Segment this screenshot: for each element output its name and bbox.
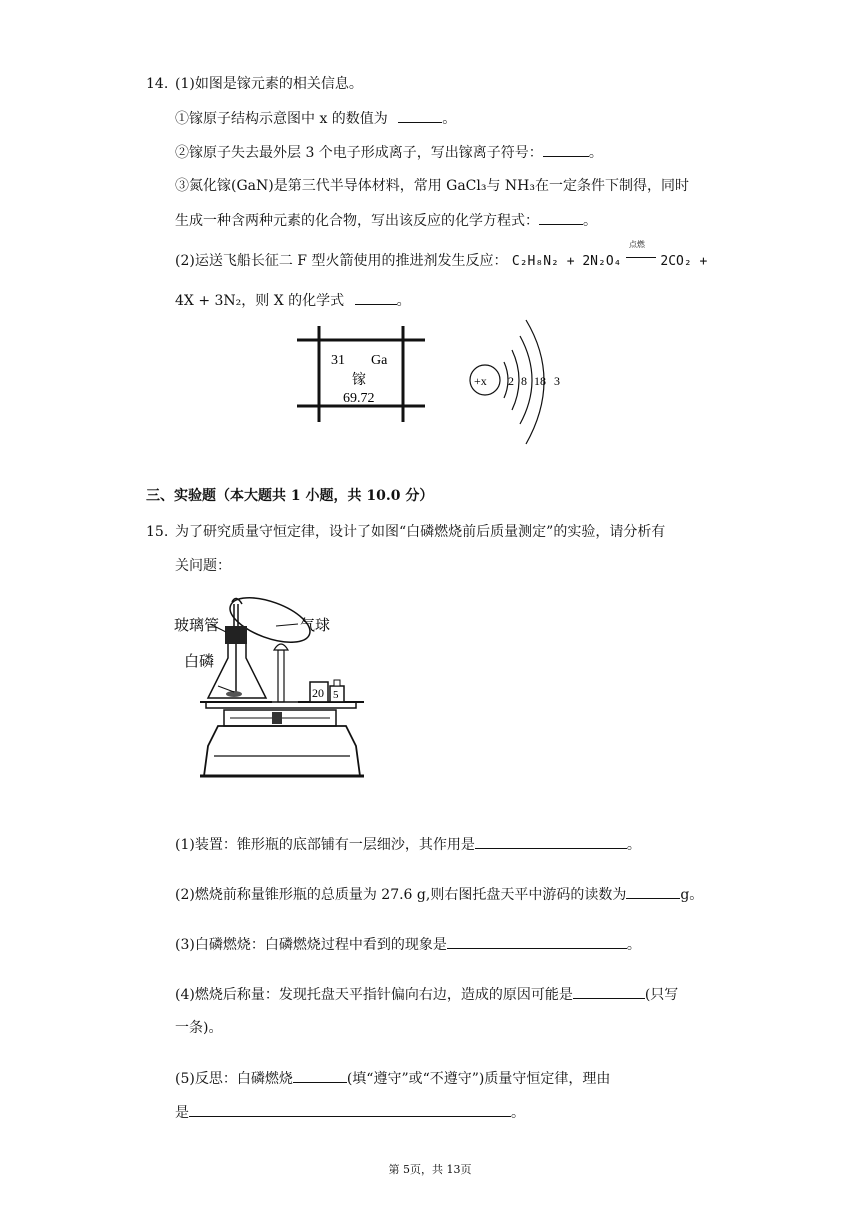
label-glass-tube: 玻璃管 (174, 618, 220, 634)
atom-structure-diagram (466, 316, 586, 446)
answer-blank (626, 884, 680, 899)
label-phosphorus: 白磷 (184, 654, 215, 670)
answer-blank (355, 290, 397, 305)
equation-left: C₂H₈N₂ + 2N₂O₄ (511, 254, 622, 269)
q15-p3-text: (3)白磷燃烧：白磷燃烧过程中看到的现象是 (175, 937, 447, 953)
q15-p1-end: 。 (626, 837, 641, 853)
q15-p4-tail: (只写 (644, 987, 679, 1003)
q14-part2-text: (2)运送飞船长征二 F 型火箭使用的推进剂发生反应： (175, 253, 508, 269)
equals-line (626, 257, 656, 258)
reaction-arrow (626, 240, 656, 265)
atomic-mass: 69.72 (343, 391, 375, 406)
answer-blank (398, 108, 442, 123)
shell-electrons: 3 (554, 374, 560, 388)
answer-blank (293, 1068, 347, 1083)
q15-intro-line2: 关问题： (175, 558, 231, 574)
shell-electrons: 2 (508, 374, 514, 388)
answer-blank (475, 834, 627, 849)
q15-p5-line2-text: 是 (175, 1105, 189, 1121)
q14-item3-line1: ③氮化镓(GaN)是第三代半导体材料，常用 GaCl₃与 NH₃在一定条件下制得，同时 (175, 178, 690, 194)
element-info-box (297, 326, 437, 422)
page-footer: 第 5页，共 13页 (388, 1163, 472, 1176)
section-title: 三、实验题（本大题共 1 小题，共 10.0 分） (146, 488, 434, 504)
element-name: 镓 (352, 373, 366, 388)
element-symbol: Ga (371, 353, 388, 368)
reaction-condition: 点燃 (628, 240, 645, 249)
q15-p4-line2: 一条)。 (175, 1020, 223, 1036)
answer-blank (573, 984, 645, 999)
weight-label: 20 (312, 686, 324, 700)
q15-p5-line1 (175, 1068, 610, 1089)
q15-p5-text-b: (填“遵守”或“不遵守”)质量守恒定律，理由 (346, 1071, 611, 1087)
q14-item1-text: ①镓原子结构示意图中 x 的数值为 (175, 111, 388, 127)
q15-p2-text: (2)燃烧前称量锥形瓶的总质量为 27.6 g,则右图托盘天平中游码的读数为 (175, 887, 627, 903)
label-balloon: 气球 (300, 618, 331, 634)
equation-right: 2CO₂ + (660, 254, 708, 269)
q14-item3-end: 。 (583, 213, 597, 229)
q14-part2-line2-text: 4X + 3N₂，则 X 的化学式 (175, 293, 345, 309)
q14-item2-end: 。 (588, 145, 603, 161)
q15-p1 (175, 834, 641, 855)
q15-p1-text: (1)装置：锥形瓶的底部铺有一层细沙，其作用是 (175, 837, 475, 853)
q15-p5-line2 (175, 1102, 525, 1123)
q15-p3-end: 。 (626, 937, 641, 953)
q15-p5-text-a: (5)反思：白磷燃烧 (175, 1071, 293, 1087)
q14-item2 (175, 142, 603, 163)
weight-label: 5 (333, 689, 339, 701)
answer-blank (543, 142, 589, 157)
q15-number: 15. (146, 524, 169, 540)
answer-blank (189, 1102, 511, 1117)
q14-item3-text: 生成一种含两种元素的化合物，写出该反应的化学方程式： (175, 213, 539, 229)
answer-blank (539, 210, 583, 225)
q15-p4-text: (4)燃烧后称量：发现托盘天平指针偏向右边，造成的原因可能是 (175, 987, 573, 1003)
shell-electrons: 8 (521, 374, 527, 388)
q14-item1 (175, 108, 456, 129)
q14-number: 14. (146, 76, 169, 92)
q14-part2-line2 (175, 290, 411, 311)
q15-p4-line1 (175, 984, 678, 1005)
q14-part2-end: 。 (396, 293, 411, 309)
q14-part2-line1 (175, 240, 708, 272)
q15-p3 (175, 934, 641, 955)
experiment-figure (170, 586, 370, 796)
atomic-number: 31 (331, 353, 345, 368)
q14-part1-intro: (1)如图是镓元素的相关信息。 (175, 76, 363, 92)
q15-intro-line1: 为了研究质量守恒定律，设计了如图“白磷燃烧前后质量测定”的实验，请分析有 (175, 524, 666, 540)
q15-p2-end: g。 (680, 887, 704, 903)
answer-blank (447, 934, 627, 949)
q14-item1-end: 。 (442, 111, 457, 127)
q14-item2-text: ②镓原子失去最外层 3 个电子形成离子，写出镓离子符号： (175, 145, 543, 161)
q14-item3-line2 (175, 210, 597, 231)
q15-p5-end: 。 (511, 1105, 525, 1121)
q15-p2 (175, 884, 703, 905)
shell-electrons: 18 (534, 374, 546, 388)
nucleus-charge: +x (474, 374, 487, 388)
